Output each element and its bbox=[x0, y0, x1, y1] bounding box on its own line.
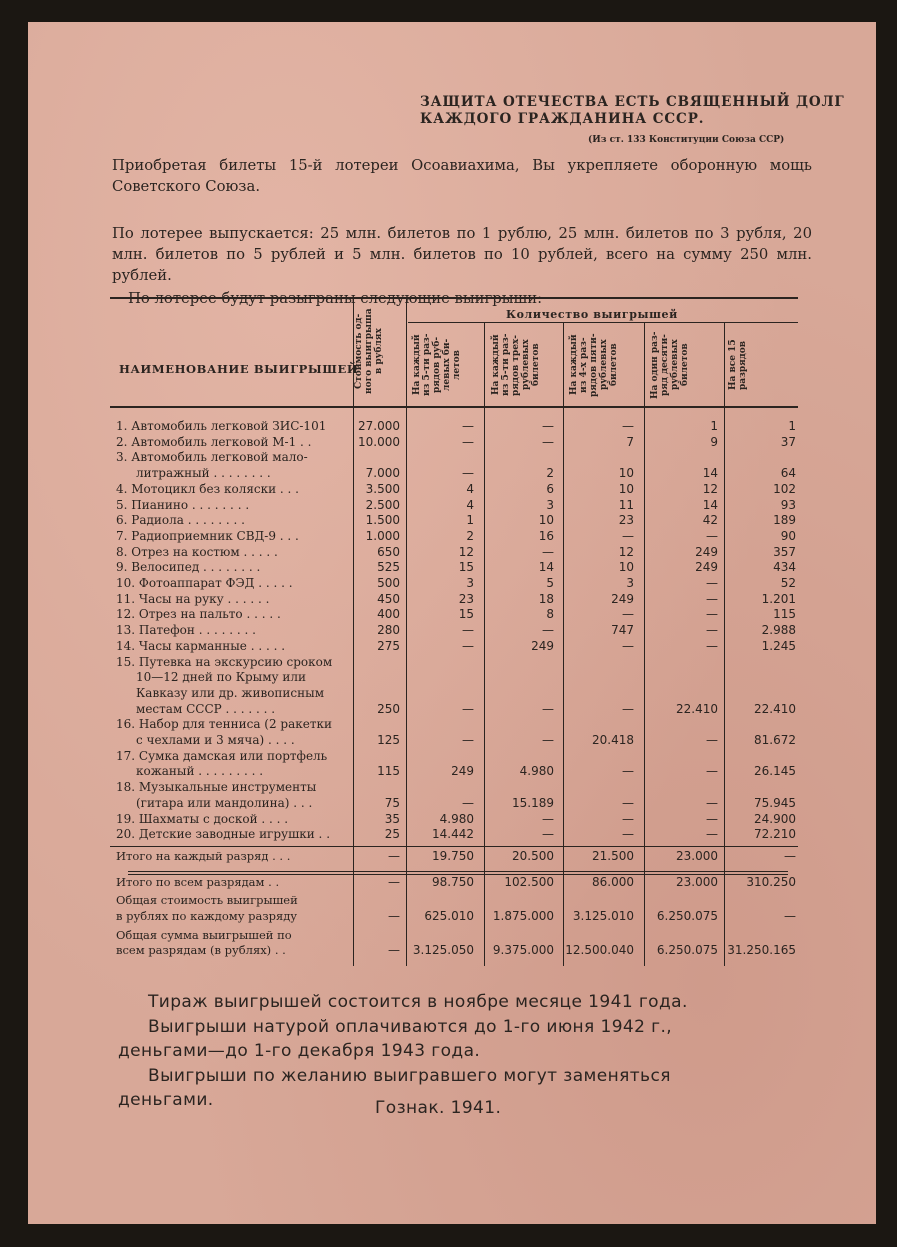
prize-count: 10 bbox=[618, 466, 634, 481]
prize-count: — bbox=[706, 732, 718, 747]
intro-paragraph-2: По лотерее выпускается: 25 млн. билетов по 1 рублю, 25 млн. билетов по 3 рубля, 20 млн. билетов по 5 рублей и 5 млн. билетов по 10 рублей, всего на сумму 250 млн. рублей. bbox=[112, 225, 812, 284]
prize-count: 14 bbox=[702, 466, 718, 481]
prize-count: — bbox=[622, 528, 634, 543]
prize-count: 37 bbox=[780, 434, 796, 449]
prize-name: 6. Радиола . . . . . . . . bbox=[116, 513, 245, 528]
prize-count: — bbox=[462, 623, 474, 638]
prize-count: 19.750 bbox=[432, 848, 474, 863]
prize-count: — bbox=[706, 795, 718, 810]
prize-count: 23 bbox=[458, 591, 474, 606]
prize-name: 1. Автомобиль легковой ЗИС-101 bbox=[116, 419, 327, 433]
prize-count: — bbox=[784, 908, 796, 923]
prize-count: — bbox=[462, 701, 474, 716]
prize-cost: 525 bbox=[377, 560, 400, 575]
prize-count: 16 bbox=[538, 528, 554, 543]
prize-name: кожаный . . . . . . . . . bbox=[136, 764, 264, 779]
prize-count: 6.250.075 bbox=[656, 943, 718, 958]
prize-name: 4. Мотоцикл без коляски . . . bbox=[116, 481, 299, 496]
prize-count: 14 bbox=[702, 497, 718, 512]
prize-count: — bbox=[706, 764, 718, 779]
prize-count: 20.418 bbox=[592, 732, 634, 747]
prize-count: 115 bbox=[773, 607, 796, 622]
prize-count: 3.125.010 bbox=[572, 908, 634, 923]
prize-count: 10 bbox=[618, 481, 634, 496]
col-header-1: На каждый из 5-ти раз-рядов руб-левых би-летов bbox=[412, 333, 462, 397]
quote-line-2: КАЖДОГО ГРАЖДАНИНА СССР. bbox=[420, 111, 705, 127]
prize-count: 2 bbox=[466, 528, 474, 543]
intro-paragraph-3: По лотерее будут разыграны следующие выигрыши: bbox=[128, 290, 543, 307]
prize-count: 1.245 bbox=[761, 638, 796, 653]
prize-count: 249 bbox=[695, 544, 718, 559]
prize-cost: 280 bbox=[377, 623, 400, 638]
table-column-rule bbox=[484, 322, 485, 966]
prize-cost: 27.000 bbox=[358, 419, 400, 433]
prize-count: 90 bbox=[780, 528, 796, 543]
prize-count: 434 bbox=[773, 560, 796, 575]
table-rule bbox=[128, 871, 788, 872]
intro-paragraph-1: Приобретая билеты 15-й лотереи Осоавиахима, Вы укрепляете оборонную мощь Советского Союза. bbox=[112, 157, 812, 195]
prize-count: 2 bbox=[546, 466, 554, 481]
table-rule bbox=[110, 297, 798, 299]
prize-name: 14. Часы карманные . . . . . bbox=[116, 638, 286, 653]
prize-count: 12 bbox=[702, 481, 718, 496]
prize-count: 75.945 bbox=[754, 795, 796, 810]
table-column-rule bbox=[353, 297, 354, 966]
prize-count: — bbox=[462, 732, 474, 747]
prize-count: 7 bbox=[626, 434, 634, 449]
prize-count: 20.500 bbox=[512, 848, 554, 863]
prize-count: 3.125.050 bbox=[412, 943, 474, 958]
table-rule bbox=[110, 846, 798, 847]
prize-count: — bbox=[622, 764, 634, 779]
prize-count: 6.250.075 bbox=[656, 908, 718, 923]
prize-count: 21.500 bbox=[592, 848, 634, 863]
prize-name: в рублях по каждому разряду bbox=[116, 908, 298, 923]
prize-cost: 650 bbox=[377, 544, 400, 559]
prize-name: 18. Музыкальные инструменты bbox=[116, 780, 317, 795]
prize-count: 23.000 bbox=[676, 848, 718, 863]
prize-count: — bbox=[706, 576, 718, 590]
prize-count: 102.500 bbox=[504, 874, 554, 889]
prize-name: литражный . . . . . . . . bbox=[136, 466, 271, 481]
prize-count: 86.000 bbox=[592, 874, 634, 889]
prize-name: всем разрядам (в рублях) . . bbox=[116, 943, 286, 958]
prize-count: 10 bbox=[618, 560, 634, 575]
prize-count: — bbox=[706, 811, 718, 826]
prize-count: — bbox=[542, 732, 554, 747]
prize-count: 189 bbox=[773, 513, 796, 528]
prize-cost: 1.500 bbox=[365, 513, 400, 528]
prize-cost: 35 bbox=[384, 811, 400, 826]
footer-line-3: деньгами—до 1-го декабря 1943 года. bbox=[118, 1041, 481, 1061]
prize-count: 4.980 bbox=[439, 811, 474, 826]
prize-name: 10—12 дней по Крыму или bbox=[136, 670, 307, 685]
prize-name: Общая стоимость выигрышей bbox=[116, 893, 298, 908]
footer-line-5: деньгами. bbox=[118, 1090, 214, 1110]
prize-count: 24.900 bbox=[754, 811, 796, 826]
prize-count: 249 bbox=[611, 591, 634, 606]
prize-count: — bbox=[542, 701, 554, 716]
prize-cost: 2.500 bbox=[365, 497, 400, 512]
prize-name: Итого по всем разрядам . . bbox=[116, 874, 280, 889]
prize-cost: 125 bbox=[377, 732, 400, 747]
prize-name: 5. Пианино . . . . . . . . bbox=[116, 497, 250, 512]
prize-count: — bbox=[706, 827, 718, 842]
prize-count: 42 bbox=[702, 513, 718, 528]
prize-cost: 450 bbox=[377, 591, 400, 606]
col-header-3: На каждый из 4-х раз-рядов пяти-рублевых билетов bbox=[569, 333, 619, 397]
prize-count: — bbox=[622, 701, 634, 716]
prize-count: 625.010 bbox=[424, 908, 474, 923]
footer-line-1: Тираж выигрышей состоится в ноябре месяце 1941 года. bbox=[148, 992, 688, 1012]
prize-name: 12. Отрез на пальто . . . . . bbox=[116, 607, 281, 622]
prize-count: 98.750 bbox=[432, 874, 474, 889]
prize-count: 22.410 bbox=[676, 701, 718, 716]
prize-count: 23 bbox=[618, 513, 634, 528]
prize-name: местам СССР . . . . . . . bbox=[136, 701, 276, 716]
prize-count: 9.375.000 bbox=[492, 943, 554, 958]
prize-cost: 7.000 bbox=[365, 466, 400, 481]
prize-cost: 400 bbox=[377, 607, 400, 622]
prize-count: — bbox=[542, 811, 554, 826]
col-header-5: На все 15 разрядов bbox=[728, 339, 748, 391]
table-column-rule bbox=[644, 322, 645, 966]
prize-name: 11. Часы на руку . . . . . . bbox=[116, 591, 270, 606]
prize-name: 7. Радиоприемник СВД-9 . . . bbox=[116, 528, 299, 543]
prize-count: 6 bbox=[546, 481, 554, 496]
prize-count: 23.000 bbox=[676, 874, 718, 889]
prize-count: — bbox=[542, 544, 554, 559]
prize-count: 1 bbox=[788, 419, 796, 433]
prize-cost: — bbox=[388, 874, 400, 889]
prize-count: 81.672 bbox=[754, 732, 796, 747]
prize-name: 20. Детские заводные игрушки . . bbox=[116, 827, 331, 842]
lottery-ticket-back bbox=[28, 22, 876, 1224]
prize-name: 17. Сумка дамская или портфель bbox=[116, 748, 328, 763]
prize-count: 3 bbox=[466, 576, 474, 590]
prize-name: (гитара или мандолина) . . . bbox=[136, 795, 313, 810]
prize-count: — bbox=[622, 827, 634, 842]
cost-column-header: Стоимость од-ного выигрыша в рублях bbox=[354, 308, 384, 394]
prize-cost: 10.000 bbox=[358, 434, 400, 449]
prize-count: 31.250.165 bbox=[727, 943, 796, 958]
prize-name: 19. Шахматы с доской . . . . bbox=[116, 811, 289, 826]
prize-name: Итого на каждый разряд . . . bbox=[116, 848, 291, 863]
prize-cost: 250 bbox=[377, 701, 400, 716]
prize-count: — bbox=[706, 528, 718, 543]
prize-count: — bbox=[784, 848, 796, 863]
prize-count: 15 bbox=[458, 560, 474, 575]
prize-count: — bbox=[542, 827, 554, 842]
quote-line-1: ЗАЩИТА ОТЕЧЕСТВА ЕСТЬ СВЯЩЕННЫЙ ДОЛГ bbox=[420, 94, 845, 110]
prize-count: 1.875.000 bbox=[492, 908, 554, 923]
prize-cost: — bbox=[388, 943, 400, 958]
prize-count: 3 bbox=[546, 497, 554, 512]
prize-count: 102 bbox=[773, 481, 796, 496]
prize-count: 11 bbox=[618, 497, 634, 512]
table-rule bbox=[128, 874, 788, 875]
prize-cost: — bbox=[388, 848, 400, 863]
prize-count: 14.442 bbox=[432, 827, 474, 842]
prize-count: 10 bbox=[538, 513, 554, 528]
prize-count: 18 bbox=[538, 591, 554, 606]
prize-count: 1.201 bbox=[761, 591, 796, 606]
printer-imprint: Гознак. 1941. bbox=[375, 1098, 502, 1118]
table-column-rule bbox=[724, 322, 725, 966]
prize-count: 4 bbox=[466, 481, 474, 496]
table-column-rule bbox=[406, 297, 407, 966]
prize-name: 2. Автомобиль легковой М-1 . . bbox=[116, 434, 312, 449]
prize-cost: — bbox=[388, 908, 400, 923]
prize-name: 3. Автомобиль легковой мало- bbox=[116, 450, 308, 465]
prize-cost: 275 bbox=[377, 638, 400, 653]
quote-source: (Из ст. 133 Конституции Союза ССР) bbox=[588, 135, 785, 145]
prize-count: 52 bbox=[780, 576, 796, 590]
prize-count: — bbox=[542, 434, 554, 449]
prize-count: — bbox=[622, 795, 634, 810]
prize-count: 5 bbox=[546, 576, 554, 590]
prize-cost: 1.000 bbox=[365, 528, 400, 543]
prize-count: 310.250 bbox=[746, 874, 796, 889]
name-column-header: НАИМЕНОВАНИЕ ВЫИГРЫШЕЙ bbox=[119, 362, 359, 376]
prize-count: — bbox=[706, 607, 718, 622]
prize-name: 15. Путевка на экскурсию сроком bbox=[116, 654, 333, 669]
prize-count: 93 bbox=[780, 497, 796, 512]
prize-count: — bbox=[462, 419, 474, 433]
prize-count: 9 bbox=[710, 434, 718, 449]
prize-count: — bbox=[542, 623, 554, 638]
prize-count: 1 bbox=[710, 419, 718, 433]
prize-count: — bbox=[706, 591, 718, 606]
prize-name: 13. Патефон . . . . . . . . bbox=[116, 623, 256, 638]
prize-count: 14 bbox=[538, 560, 554, 575]
prize-count: — bbox=[622, 419, 634, 433]
prize-count: 4.980 bbox=[519, 764, 554, 779]
col-header-2: На каждый из 5-ти раз-рядов трех-рублевых билетов bbox=[491, 333, 541, 397]
prize-count: 22.410 bbox=[754, 701, 796, 716]
prize-cost: 500 bbox=[377, 576, 400, 590]
prize-name: 16. Набор для тенниса (2 ракетки bbox=[116, 717, 332, 732]
prize-count: — bbox=[462, 466, 474, 481]
prize-count: 249 bbox=[695, 560, 718, 575]
prize-count: — bbox=[706, 623, 718, 638]
prize-name: Общая сумма выигрышей по bbox=[116, 927, 292, 942]
prize-count: 15 bbox=[458, 607, 474, 622]
prize-name: 8. Отрез на костюм . . . . . bbox=[116, 544, 278, 559]
prize-cost: 75 bbox=[384, 795, 400, 810]
prize-count: 12.500.040 bbox=[565, 943, 634, 958]
prize-name: 10. Фотоаппарат ФЭД . . . . . bbox=[116, 576, 293, 590]
prize-count: 12 bbox=[458, 544, 474, 559]
prize-cost: 25 bbox=[384, 827, 400, 842]
footer-line-2: Выигрыши натурой оплачиваются до 1-го июня 1942 г., bbox=[148, 1017, 673, 1037]
prize-name: 9. Велосипед . . . . . . . . bbox=[116, 560, 261, 575]
prize-count: — bbox=[622, 811, 634, 826]
footer-line-4: Выигрыши по желанию выигравшего могут заменяться bbox=[148, 1066, 671, 1086]
col-header-4: На один раз-ряд десяти-рублевых билетов bbox=[650, 331, 690, 399]
prize-count: 249 bbox=[451, 764, 474, 779]
table-column-rule bbox=[563, 322, 564, 966]
table-rule bbox=[408, 322, 798, 323]
prize-count: — bbox=[622, 607, 634, 622]
prize-count: 747 bbox=[611, 623, 634, 638]
prize-count: — bbox=[542, 419, 554, 433]
constitution-quote bbox=[420, 94, 845, 128]
prize-count: — bbox=[622, 638, 634, 653]
table-rule bbox=[110, 406, 798, 408]
prize-count: — bbox=[462, 638, 474, 653]
prize-name: с чехлами и 3 мяча) . . . . bbox=[136, 732, 295, 747]
prize-count: 15.189 bbox=[512, 795, 554, 810]
prize-cost: 115 bbox=[377, 764, 400, 779]
prize-count: 8 bbox=[546, 607, 554, 622]
prize-count: 357 bbox=[773, 544, 796, 559]
prize-count: 64 bbox=[780, 466, 796, 481]
prize-count: — bbox=[462, 434, 474, 449]
prize-name: Кавказу или др. живописным bbox=[136, 685, 325, 700]
prize-count: 1 bbox=[466, 513, 474, 528]
prize-count: 12 bbox=[618, 544, 634, 559]
prize-count: 26.145 bbox=[754, 764, 796, 779]
prize-cost: 3.500 bbox=[365, 481, 400, 496]
prize-count: 2.988 bbox=[761, 623, 796, 638]
prize-count: 72.210 bbox=[754, 827, 796, 842]
prize-count: 3 bbox=[626, 576, 634, 590]
count-group-header: Количество выигрышей bbox=[506, 308, 678, 321]
prize-count: 4 bbox=[466, 497, 474, 512]
prize-count: — bbox=[462, 795, 474, 810]
prize-count: 249 bbox=[531, 638, 554, 653]
prize-count: — bbox=[706, 638, 718, 653]
